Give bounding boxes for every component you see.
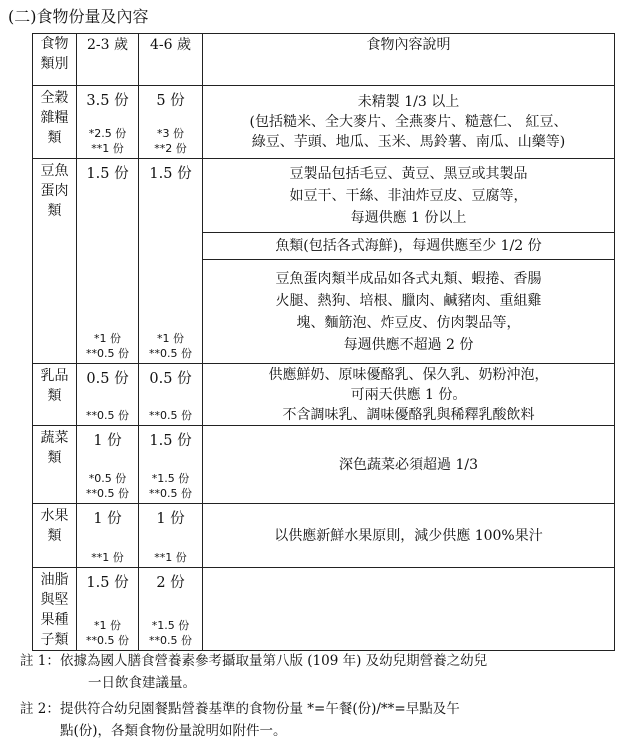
header-age-4-6: 4-6 歲	[139, 34, 203, 86]
food-portion-table	[32, 33, 615, 651]
table-row	[33, 504, 615, 568]
category-cell: 豆魚 蛋肉 類	[33, 159, 77, 364]
age-4-6-cell: 0.5 份 **0.5 份	[139, 364, 203, 426]
section-heading: (二)食物份量及內容	[8, 7, 149, 26]
age-2-3-cell: 0.5 份 **0.5 份	[77, 364, 139, 426]
description-cell: 供應鮮奶、原味優酪乳、保久乳、奶粉沖泡， 可兩天供應 1 份。 不含調味乳、調味優酪乳與稀釋乳酸飲料	[203, 364, 615, 426]
age-4-6-cell: 2 份 *1.5 份 **0.5 份	[139, 568, 203, 651]
category-cell: 水果 類	[33, 504, 77, 568]
description-cell: 豆魚蛋肉類半成品如各式丸類、蝦捲、香腸 火腿、熱狗、培根、臘肉、鹹豬肉、重組雞 塊、麵筋泡、炸豆皮、仿肉製品等， 每週供應不超過 2 份	[203, 260, 615, 364]
header-description: 食物內容說明	[203, 34, 615, 86]
footnote-mark: 註 1：	[20, 653, 60, 669]
table-row	[33, 86, 615, 159]
table-header-row	[33, 34, 615, 86]
header-age-2-3: 2-3 歲	[77, 34, 139, 86]
header-category: 食物類別	[33, 34, 77, 86]
age-4-6-cell: 1.5 份 *1.5 份 **0.5 份	[139, 426, 203, 504]
table-row	[33, 568, 615, 651]
age-2-3-cell: 1.5 份 *1 份 **0.5 份	[77, 159, 139, 364]
description-cell: 以供應新鮮水果原則，減少供應 100%果汁	[203, 504, 615, 568]
table-row	[33, 364, 615, 426]
category-cell: 油脂 與堅 果種 子類	[33, 568, 77, 651]
age-4-6-cell: 5 份 *3 份 **2 份	[139, 86, 203, 159]
category-cell: 乳品 類	[33, 364, 77, 426]
footnotes	[20, 650, 620, 742]
age-2-3-cell: 3.5 份 *2.5 份 **1 份	[77, 86, 139, 159]
category-cell: 全穀 雜糧 類	[33, 86, 77, 159]
description-cell: 魚類(包括各式海鮮)，每週供應至少 1/2 份	[203, 233, 615, 260]
description-cell: 深色蔬菜必須超過 1/3	[203, 426, 615, 504]
age-2-3-cell: 1.5 份 *1 份 **0.5 份	[77, 568, 139, 651]
footnote-1: 註 1： 依據為國人膳食營養素參考攝取量第八版 (109 年) 及幼兒期營養之幼兒 一日飲食建議量。	[20, 650, 620, 694]
description-cell: 豆製品包括毛豆、黃豆、黑豆或其製品 如豆干、干絲、非油炸豆皮、豆腐等， 每週供應 1 份以上	[203, 159, 615, 233]
table-row	[33, 159, 615, 233]
age-4-6-cell: 1 份 **1 份	[139, 504, 203, 568]
age-2-3-cell: 1 份 **1 份	[77, 504, 139, 568]
description-cell: 未精製 1/3 以上 (包括糙米、全大麥片、全燕麥片、糙薏仁、 紅豆、 綠豆、芋頭、地瓜、玉米、馬鈴薯、南瓜、山藥等)	[203, 86, 615, 159]
age-4-6-cell: 1.5 份 *1 份 **0.5 份	[139, 159, 203, 364]
description-cell	[203, 568, 615, 651]
table-row	[33, 426, 615, 504]
footnote-2: 註 2： 提供符合幼兒園餐點營養基準的食物份量 *=午餐(份)/**=早點及午 點(份)，各類食物份量說明如附件一。	[20, 698, 620, 742]
age-2-3-cell: 1 份 *0.5 份 **0.5 份	[77, 426, 139, 504]
category-cell: 蔬菜 類	[33, 426, 77, 504]
footnote-mark: 註 2：	[20, 701, 60, 717]
